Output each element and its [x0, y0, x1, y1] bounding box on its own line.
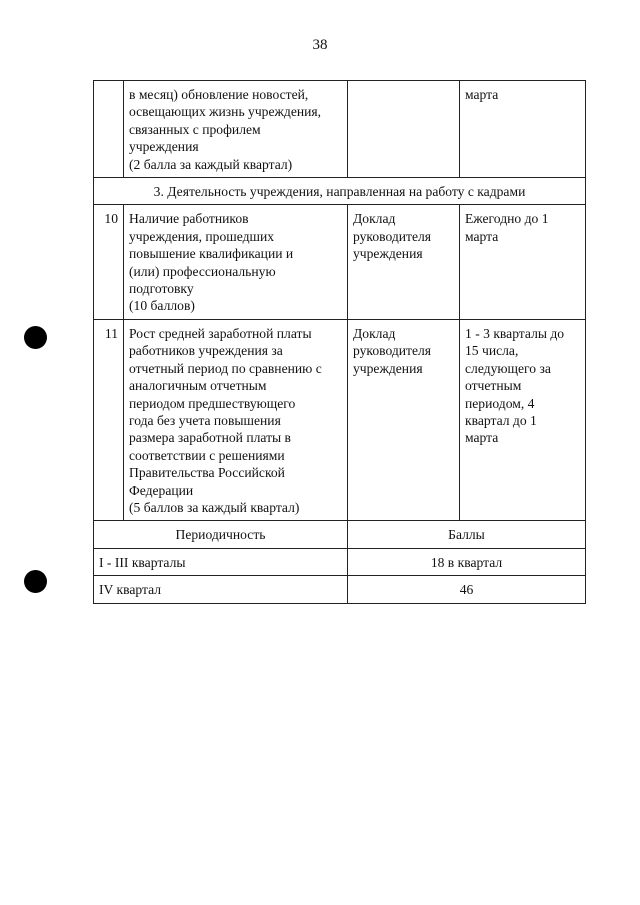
table-row-continued [94, 81, 586, 178]
indicator-line: соответствии с решениями [129, 447, 285, 463]
deadline-line: Ежегодно до 1 [465, 211, 549, 227]
indicator-line: учреждения, прошедших [129, 228, 275, 244]
indicator-line: освещающих жизнь учреждения, [129, 104, 322, 120]
document-line: Доклад [353, 211, 396, 227]
summary-header-row [94, 521, 586, 548]
criteria-table [93, 80, 586, 604]
deadline-line: периодом, 4 [465, 395, 535, 411]
indicator-line: года без учета повышения [129, 412, 281, 428]
points-cell: 46 [348, 576, 586, 603]
indicator-line: (или) профессиональную [129, 263, 276, 279]
indicator-line: Наличие работников [129, 211, 249, 227]
indicator-line: связанных с профилем [129, 121, 261, 137]
page-number: 38 [312, 37, 328, 53]
document-cell [348, 205, 460, 319]
indicator-cell [124, 81, 348, 178]
section-title: 3. Деятельность учреждения, направленная на работу с кадрами [94, 178, 586, 205]
indicator-line: (5 баллов за каждый квартал) [129, 499, 300, 515]
punch-hole-mark [24, 326, 47, 349]
period-cell: IV квартал [94, 576, 348, 603]
deadline-line: марта [465, 430, 499, 446]
document-cell [348, 81, 460, 178]
document-line: учреждения [353, 360, 423, 376]
indicator-line: подготовку [129, 281, 194, 297]
summary-row [94, 576, 586, 603]
period-header: Периодичность [94, 521, 348, 548]
document-line: учреждения [353, 246, 423, 262]
indicator-line: учреждения [129, 139, 199, 155]
indicator-line: в месяц) обновление новостей, [129, 87, 309, 102]
document-line: Доклад [353, 325, 396, 341]
deadline-line: марта [465, 228, 499, 244]
indicator-line: повышение квалификации и [129, 246, 294, 262]
document-line: руководителя [353, 228, 432, 244]
indicator-line: Правительства Российской [129, 465, 285, 481]
table-row [94, 205, 586, 319]
section-row [94, 178, 586, 205]
indicator-line: аналогичным отчетным [129, 378, 267, 394]
punch-hole-mark [24, 570, 47, 593]
deadline-line: 15 числа, [465, 343, 519, 359]
indicator-line: отчетный период по сравнению с [129, 360, 322, 376]
deadline-line: следующего за [465, 360, 551, 376]
row-number [94, 81, 124, 178]
indicator-line: (10 баллов) [129, 298, 195, 314]
points-cell: 18 в квартал [348, 548, 586, 575]
indicator-cell [124, 319, 348, 520]
points-header: Баллы [348, 521, 586, 548]
indicator-line: размера заработной платы в [129, 430, 291, 446]
document-cell [348, 319, 460, 520]
deadline-line: отчетным [465, 378, 522, 394]
period-cell: I - III кварталы [94, 548, 348, 575]
row-number: 10 [94, 205, 124, 319]
summary-row [94, 548, 586, 575]
deadline-cell [460, 205, 586, 319]
indicator-line: (2 балла за каждый квартал) [129, 156, 293, 172]
indicator-line: работников учреждения за [129, 343, 283, 359]
document-line: руководителя [353, 343, 432, 359]
deadline-line: квартал до 1 [465, 412, 537, 428]
deadline-line: марта [465, 87, 499, 102]
row-number: 11 [94, 319, 124, 520]
table-row [94, 319, 586, 520]
indicator-line: периодом предшествующего [129, 395, 296, 411]
indicator-cell [124, 205, 348, 319]
deadline-cell [460, 319, 586, 520]
indicator-line: Федерации [129, 482, 194, 498]
indicator-line: Рост средней заработной платы [129, 325, 312, 341]
deadline-line: 1 - 3 кварталы до [465, 325, 565, 341]
deadline-cell [460, 81, 586, 178]
